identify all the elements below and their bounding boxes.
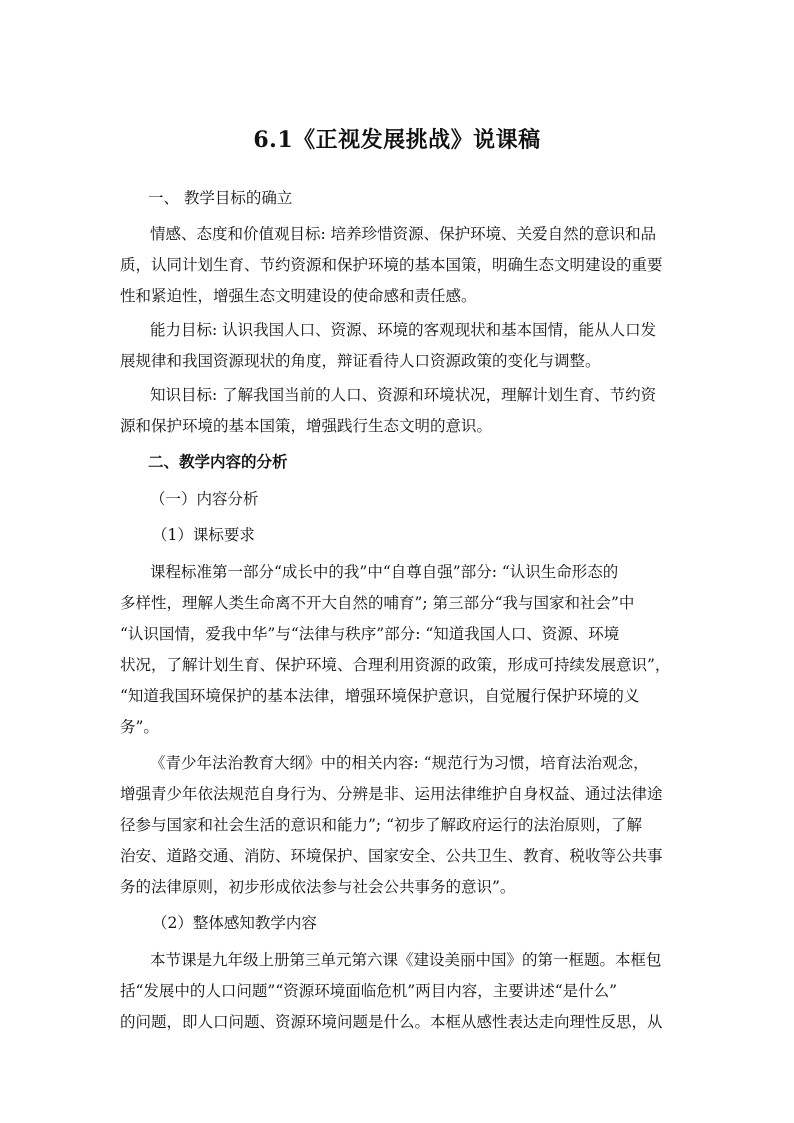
paragraph-line: 知识目标: 了解我国当前的人口、资源和环境状况，理解计划生育、节约资	[150, 386, 657, 404]
paragraph-line: 《青少年法治教育大纲》中的相关内容: “规范行为习惯，培育法治观念，	[150, 754, 649, 772]
paragraph-line: 展规律和我国资源现状的角度，辩证看待人口资源政策的变化与调整。	[120, 352, 601, 370]
paragraph-line: 本节课是九年级上册第三单元第六课《建设美丽中国》的第一框题。本框包	[150, 951, 662, 969]
paragraph-line: 的问题，即人口问题、资源环境问题是什么。本框从感性表达走向理性反思，从	[120, 1013, 663, 1031]
paragraph-line: 情感、态度和价值观目标: 培养珍惜资源、保护环境、关爱自然的意识和品	[150, 225, 657, 243]
section-heading-teaching-objectives: 一、 教学目标的确立	[148, 189, 293, 207]
paragraph-line: 务”。	[120, 718, 159, 736]
paragraph-line: “认识国情，爱我中华”与“法律与秩序”部分: “知道我国人口、资源、环境	[120, 625, 620, 643]
paragraph-line: 课程标准第一部分“成长中的我”中“自尊自强”部分: “认识生命形态的	[150, 563, 619, 581]
paragraph-line: 多样性，理解人类生命离不开大自然的哺育”; 第三部分“我与国家和社会”中	[120, 594, 635, 612]
subheading: （1）课标要求	[152, 526, 255, 544]
section-heading-content-analysis: 二、教学内容的分析	[148, 452, 288, 471]
paragraph-line: 务的法律原则，初步形成依法参与社会公共事务的意识”。	[120, 878, 516, 896]
paragraph-line: “知道我国环境保护的基本法律，增强环境保护意识，自觉履行保护环境的义	[120, 687, 640, 705]
paragraph-line: 源和保护环境的基本国策，增强践行生态文明的意识。	[120, 417, 493, 435]
paragraph-line: 括“发展中的人口问题”“资源环境面临危机”两目内容，主要讲述“是什么”	[120, 982, 618, 1000]
subheading: （一）内容分析	[150, 490, 259, 508]
page-title: 6.1《正视发展挑战》说课稿	[253, 127, 541, 153]
paragraph-line: 性和紧迫性，增强生态文明建设的使命感和责任感。	[120, 287, 477, 305]
paragraph-line: 质，认同计划生育、节约资源和保护环境的基本国策，明确生态文明建设的重要	[120, 256, 663, 274]
paragraph-line: 增强青少年依法规范自身行为、分辨是非、运用法律维护自身权益、通过法律途	[120, 785, 663, 803]
paragraph-line: 能力目标: 认识我国人口、资源、环境的客观现状和基本国情，能从人口发	[150, 321, 657, 339]
paragraph-line: 径参与国家和社会生活的意识和能力”; “初步了解政府运行的法治原则，了解	[120, 816, 642, 834]
paragraph-line: 治安、道路交通、消防、环境保护、国家安全、公共卫生、教育、税收等公共事	[120, 847, 663, 865]
paragraph-line: 状况，了解计划生育、保护环境、合理利用资源的政策，形成可持续发展意识”，	[120, 656, 671, 674]
subheading: （2）整体感知教学内容	[152, 914, 317, 932]
